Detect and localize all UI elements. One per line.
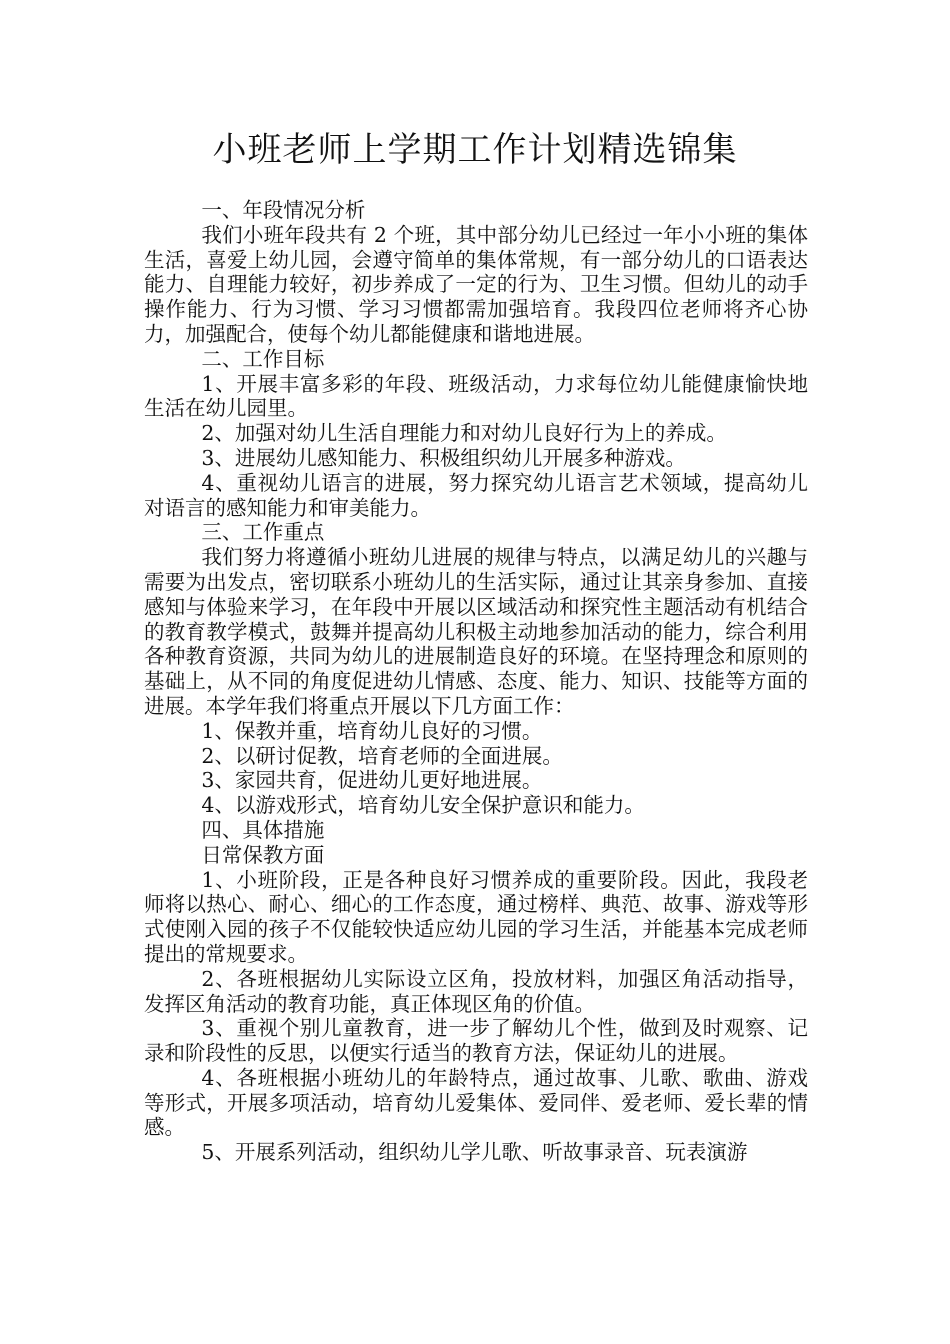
document-body [144,198,808,1165]
list-item: 3、家园共育，促进幼儿更好地进展。 [201,768,543,793]
list-item: 1、保教并重，培育幼儿良好的习惯。 [201,718,543,743]
list-item: 1、小班阶段，正是各种良好习惯养成的重要阶段。因此，我段老师将以热心、耐心、细心的工作态度，通过榜样、典范、故事、游戏等形式使刚入园的孩子不仅能较快适应幼儿园的学习生活，并能基本完成老师提出的常规要求。 [144,867,808,966]
heading-situation-analysis: 一、年段情况分析 [201,198,366,222]
list-item: 4、各班根据小班幼儿的年龄特点，通过故事、儿歌、歌曲、游戏等形式，开展多项活动，培育幼儿爱集体、爱同伴、爱老师、爱长辈的情感。 [144,1065,808,1140]
heading-specific-measures: 四、具体措施 [201,817,325,842]
list-item: 1、开展丰富多彩的年段、班级活动，力求每位幼儿能健康愉快地生活在幼儿园里。 [144,371,808,421]
document-title: 小班老师上学期工作计划精选锦集 [212,130,738,170]
list-item: 2、以研讨促教，培育老师的全面进展。 [201,743,563,768]
paragraph: 我们小班年段共有 2 个班，其中部分幼儿已经过一年小小班的集体生活，喜爱上幼儿园，会遵守简单的集体常规，有一部分幼儿的口语表达能力、自理能力较好，初步养成了一定的行为、卫生习惯。但幼儿的动手操作能力、行为习惯、学习习惯都需加强培育。我段四位老师将齐心协力，加强配合，使每个幼儿都能健康和谐地进展。 [144,222,808,346]
list-item: 4、重视幼儿语言的进展，努力探究幼儿语言艺术领域，提高幼儿对语言的感知能力和审美能力。 [144,470,808,520]
list-item: 3、进展幼儿感知能力、积极组织幼儿开展多种游戏。 [201,445,686,470]
heading-work-goals: 二、工作目标 [201,346,325,371]
list-item: 2、各班根据幼儿实际设立区角，投放材料，加强区角活动指导，发挥区角活动的教育功能，真正体现区角的价值。 [144,966,808,1016]
list-item: 2、加强对幼儿生活自理能力和对幼儿良好行为上的养成。 [201,421,727,446]
heading-work-focus: 三、工作重点 [201,520,325,545]
list-item: 3、重视个别儿童教育，进一步了解幼儿个性，做到及时观察、记录和阶段性的反思，以便实行适当的教育方法，保证幼儿的进展。 [144,1016,808,1066]
paragraph: 我们努力将遵循小班幼儿进展的规律与特点，以满足幼儿的兴趣与需要为出发点，密切联系小班幼儿的生活实际，通过让其亲身参加、直接感知与体验来学习，在年段中开展以区域活动和探究性主题活动有机结合的教育教学模式，鼓舞并提高幼儿积极主动地参加活动的能力，综合利用各种教育资源，共同为幼儿的进展制造良好的环境。在坚持理念和原则的基础上，从不同的角度促进幼儿情感、态度、能力、知识、技能等方面的进展。本学年我们将重点开展以下几方面工作： [144,545,808,718]
list-item: 5、开展系列活动，组织幼儿学儿歌、听故事录音、玩表演游 [201,1140,748,1165]
list-item: 4、以游戏形式，培育幼儿安全保护意识和能力。 [201,793,645,818]
subheading-daily-care: 日常保教方面 [201,842,325,867]
